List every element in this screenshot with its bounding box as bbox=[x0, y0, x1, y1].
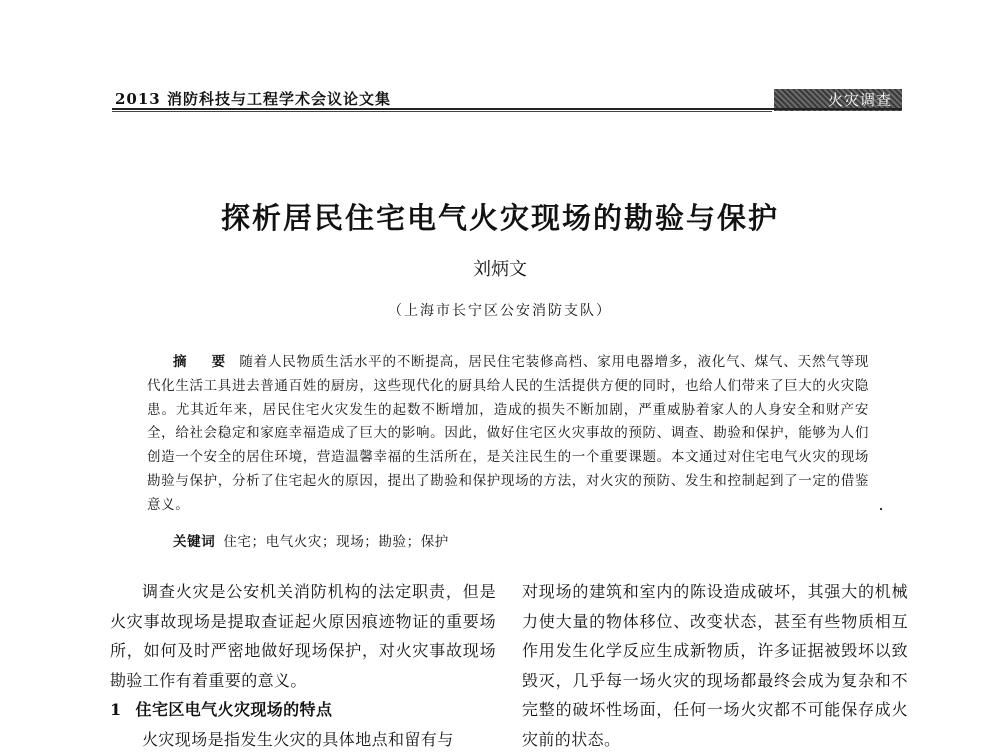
abstract-label: 摘 要 bbox=[173, 354, 235, 370]
abstract bbox=[147, 351, 869, 518]
section-heading bbox=[110, 695, 496, 725]
author: 刘炳文 bbox=[0, 255, 1000, 281]
header-rule-thin bbox=[112, 111, 772, 112]
section-tag: 火灾调查 bbox=[774, 89, 902, 111]
keywords-text: 住宅；电气火灾；现场；勘验；保护 bbox=[223, 534, 449, 550]
body-column-right bbox=[522, 577, 908, 754]
body-paragraph: 对现场的建筑和室内的陈设造成破坏，其强大的机械力使大量的物体移位、改变状态，甚至有些物质相互作用发生化学反应生成新物质，许多证据被毁坏以致毁灭，几乎每一场火灾的现场都最终会成为复杂和不完整的破坏性场面，任何一场火灾都不可能保存成火灾前的状态。 bbox=[522, 577, 908, 754]
running-header: 2013 消防科技与工程学术会议论文集 bbox=[115, 88, 765, 109]
header-rule bbox=[112, 108, 902, 110]
abstract-text: 随着人民物质生活水平的不断提高，居民住宅装修高档、家用电器增多，液化气、煤气、天然气等现代化生活工具进去普通百姓的厨房，这些现代化的厨具给人民的生活提供方便的同时，也给人们带来了巨大的火灾隐患。尤其近年来，居民住宅火灾发生的起数不断增加，造成的损失不断加剧，严重威胁着家人的人身安全和财产安全，给社会稳定和家庭幸福造成了巨大的影响。因此，做好住宅区火灾事故的预防、调查、勘验和保护，能够为人们创造一个安全的居住环境，营造温馨幸福的生活所在，是关注民生的一个重要课题。本文通过对住宅电气火灾的现场勘验与保护，分析了住宅起火的原因，提出了勘验和保护现场的方法，对火灾的预防、发生和控制起到了一定的借鉴意义。 bbox=[147, 354, 869, 513]
section-title: 住宅区电气火灾现场的特点 bbox=[136, 700, 333, 719]
paper-title: 探析居民住宅电气火灾现场的勘验与保护 bbox=[0, 196, 1000, 237]
scan-speck bbox=[880, 508, 882, 510]
keywords bbox=[173, 530, 873, 550]
body-column-left bbox=[110, 577, 496, 754]
body-paragraph: 火灾现场是指发生火灾的具体地点和留有与 bbox=[110, 725, 496, 754]
affiliation: （上海市长宁区公安消防支队） bbox=[0, 300, 1000, 320]
body-paragraph: 调查火灾是公安机关消防机构的法定职责，但是火灾事故现场是提取查证起火原因痕迹物证的重要场所，如何及时严密地做好现场保护，对火灾事故现场勘验工作有着重要的意义。 bbox=[110, 577, 496, 695]
keywords-label: 关键词 bbox=[173, 534, 215, 550]
section-number: 1 bbox=[110, 700, 122, 719]
